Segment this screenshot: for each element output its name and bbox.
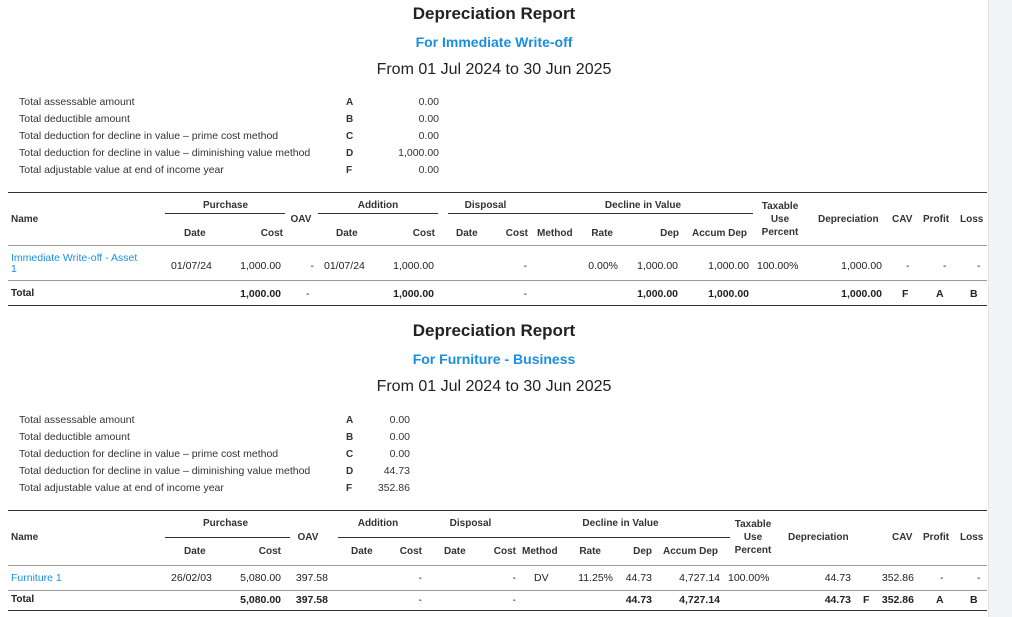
summary-label: Total deduction for decline in value – prime cost method: [19, 448, 279, 460]
asset-table: [8, 192, 987, 307]
total-label: Total: [11, 288, 35, 299]
col-taxable-1: Taxable: [761, 201, 799, 212]
col-decline: Decline in Value: [604, 200, 682, 211]
summary-row: [19, 128, 439, 145]
dep: 1,000.00: [637, 260, 678, 272]
col-taxable-3: Percent: [761, 227, 799, 238]
col-dep: Dep: [660, 228, 679, 239]
oav: -: [310, 260, 314, 272]
total-oav: 397.58: [295, 594, 328, 606]
purchase-cost: 5,080.00: [240, 572, 281, 584]
summary-value: 0.00: [389, 448, 410, 460]
table-top-rule: [8, 192, 987, 193]
total-depreciation: 44.73: [824, 594, 851, 606]
total-disposal-cost: -: [523, 288, 527, 300]
col-taxable-2: Use: [770, 214, 790, 225]
total-accum-dep: 4,727.14: [679, 594, 720, 606]
cav: 352.86: [881, 572, 914, 584]
loss: -: [977, 572, 981, 584]
col-profit: Profit: [923, 214, 950, 225]
total-cav: 352.86: [881, 594, 914, 606]
summary-code: A: [346, 97, 354, 108]
disposal-cost: -: [512, 572, 516, 584]
total-addition-cost: -: [418, 594, 422, 606]
summary-label: Total deduction for decline in value – diminishing value method: [19, 147, 311, 159]
summary-row: [19, 111, 439, 128]
group-rule: [165, 537, 290, 538]
col-loss: Loss: [960, 214, 984, 225]
col-rate: Rate: [591, 228, 613, 239]
summary-label: Total deduction for decline in value – diminishing value method: [19, 465, 311, 477]
col-addition-cost: Cost: [399, 546, 422, 557]
loss: -: [977, 260, 981, 272]
depreciation: 1,000.00: [841, 260, 882, 272]
col-cav: CAV: [892, 532, 913, 543]
col-purchase-date: Date: [184, 228, 206, 239]
col-purchase-cost: Cost: [258, 546, 281, 557]
summary-label: Total adjustable value at end of income year: [19, 482, 224, 494]
summary-block: [19, 94, 439, 179]
total-loss: B: [970, 594, 978, 606]
col-disposal: Disposal: [464, 200, 507, 211]
col-purchase: Purchase: [202, 518, 249, 529]
col-purchase: Purchase: [202, 200, 249, 211]
col-taxable-2: Use: [743, 532, 763, 543]
col-purchase-cost: Cost: [260, 228, 283, 239]
summary-value: 0.00: [389, 414, 410, 426]
total-profit: A: [936, 288, 944, 300]
summary-value: 0.00: [418, 164, 439, 176]
accum-dep: 1,000.00: [708, 260, 749, 272]
asset-name-link[interactable]: Immediate Write-off - Asset 1: [11, 252, 138, 275]
summary-block: [19, 412, 439, 497]
total-profit: A: [936, 594, 944, 606]
total-purchase-cost: 5,080.00: [240, 594, 281, 606]
total-disposal-cost: -: [512, 594, 516, 606]
col-disposal-cost: Cost: [505, 228, 528, 239]
summary-row: [19, 446, 439, 463]
total-cav: F: [902, 288, 909, 300]
rate: 11.25%: [578, 572, 613, 584]
col-profit: Profit: [923, 532, 950, 543]
group-rule: [338, 537, 730, 538]
col-disposal-cost: Cost: [493, 546, 516, 557]
summary-code: C: [346, 131, 354, 142]
col-rate: Rate: [579, 546, 601, 557]
total-depreciation: 1,000.00: [841, 288, 882, 300]
col-dep: Dep: [633, 546, 652, 557]
total-rule: [8, 280, 987, 281]
header-rule: [8, 245, 987, 246]
summary-row: [19, 429, 439, 446]
summary-label: Total assessable amount: [19, 96, 135, 108]
total-dep: 1,000.00: [637, 288, 678, 300]
total-dep: 44.73: [625, 594, 652, 606]
col-accum-dep: Accum Dep: [663, 546, 719, 557]
taxable-use: 100.00%: [728, 572, 770, 584]
col-disposal: Disposal: [449, 518, 492, 529]
report-title: Depreciation Report: [412, 321, 576, 340]
summary-code: B: [346, 114, 354, 125]
col-method: Method: [522, 546, 558, 557]
col-decline: Decline in Value: [582, 518, 659, 529]
summary-code: B: [346, 432, 354, 443]
col-purchase-date: Date: [184, 546, 206, 557]
col-disposal-date: Date: [456, 228, 478, 239]
col-oav: OAV: [297, 532, 319, 543]
addition-date: 01/07/24: [324, 260, 365, 272]
summary-row: [19, 412, 439, 429]
purchase-date: 01/07/24: [171, 260, 212, 272]
asset-table: [8, 510, 987, 614]
report-period: From 01 Jul 2024 to 30 Jun 2025: [376, 61, 612, 78]
table-bottom-rule: [8, 610, 987, 611]
total-oav: -: [306, 288, 310, 300]
col-addition: Addition: [357, 518, 399, 529]
col-name: Name: [11, 532, 39, 543]
total-loss: B: [970, 288, 978, 300]
summary-row: [19, 162, 439, 179]
table-bottom-rule: [8, 305, 987, 306]
summary-code: C: [346, 449, 354, 460]
summary-label: Total deduction for decline in value – prime cost method: [19, 130, 279, 142]
total-label: Total: [11, 594, 35, 605]
accum-dep: 4,727.14: [679, 572, 720, 584]
col-depreciation: Depreciation: [818, 214, 879, 225]
method: DV: [534, 572, 549, 584]
col-addition-date: Date: [336, 228, 358, 239]
col-accum-dep: Accum Dep: [692, 228, 748, 239]
col-addition: Addition: [357, 200, 399, 211]
summary-row: [19, 463, 439, 480]
group-rule: [165, 213, 285, 214]
summary-value: 0.00: [418, 96, 439, 108]
summary-label: Total assessable amount: [19, 414, 135, 426]
summary-code: D: [346, 148, 354, 159]
summary-label: Total deductible amount: [19, 113, 130, 125]
col-name: Name: [11, 214, 39, 225]
addition-cost: 1,000.00: [393, 260, 434, 272]
total-rule: [8, 590, 987, 591]
dep: 44.73: [625, 572, 652, 584]
col-taxable-1: Taxable: [734, 519, 772, 530]
summary-value: 0.00: [418, 130, 439, 142]
header-rule: [8, 565, 987, 566]
col-disposal-date: Date: [444, 546, 466, 557]
group-rule: [318, 213, 438, 214]
col-method: Method: [537, 228, 573, 239]
summary-value: 0.00: [418, 113, 439, 125]
purchase-date: 26/02/03: [171, 572, 212, 584]
disposal-cost: -: [523, 260, 527, 272]
total-purchase-cost: 1,000.00: [240, 288, 281, 300]
summary-row: [19, 94, 439, 111]
purchase-cost: 1,000.00: [240, 260, 281, 272]
summary-value: 0.00: [389, 431, 410, 443]
summary-code: A: [346, 415, 354, 426]
depreciation: 44.73: [824, 572, 851, 584]
rate: 0.00%: [588, 260, 618, 272]
report-title: Depreciation Report: [412, 4, 576, 23]
oav: 397.58: [295, 572, 328, 584]
col-addition-date: Date: [351, 546, 373, 557]
profit: -: [940, 572, 944, 584]
summary-label: Total deductible amount: [19, 431, 130, 443]
col-loss: Loss: [960, 532, 984, 543]
profit: -: [943, 260, 947, 272]
summary-code: D: [346, 466, 354, 477]
total-accum-dep: 1,000.00: [708, 288, 749, 300]
col-addition-cost: Cost: [412, 228, 435, 239]
table-top-rule: [8, 510, 987, 511]
report-subtitle: For Furniture - Business: [412, 351, 576, 367]
summary-value: 1,000.00: [398, 147, 439, 159]
group-rule: [448, 213, 753, 214]
col-cav: CAV: [892, 214, 913, 225]
summary-code: F: [346, 165, 353, 176]
asset-name-link[interactable]: Furniture 1: [11, 572, 62, 584]
taxable-use: 100.00%: [757, 260, 799, 272]
total-addition-cost: 1,000.00: [393, 288, 434, 300]
addition-cost: -: [418, 572, 422, 584]
col-oav: OAV: [290, 214, 312, 225]
summary-label: Total adjustable value at end of income year: [19, 164, 224, 176]
col-depreciation: Depreciation: [788, 532, 849, 543]
summary-value: 352.86: [377, 482, 410, 494]
col-taxable-3: Percent: [734, 545, 772, 556]
summary-row: [19, 145, 439, 162]
report-period: From 01 Jul 2024 to 30 Jun 2025: [376, 378, 612, 395]
report-subtitle: For Immediate Write-off: [415, 34, 573, 50]
summary-code: F: [346, 483, 353, 494]
cav: -: [906, 260, 910, 272]
total-cav-code: F: [863, 594, 870, 606]
summary-row: [19, 480, 439, 497]
summary-value: 44.73: [383, 465, 410, 477]
